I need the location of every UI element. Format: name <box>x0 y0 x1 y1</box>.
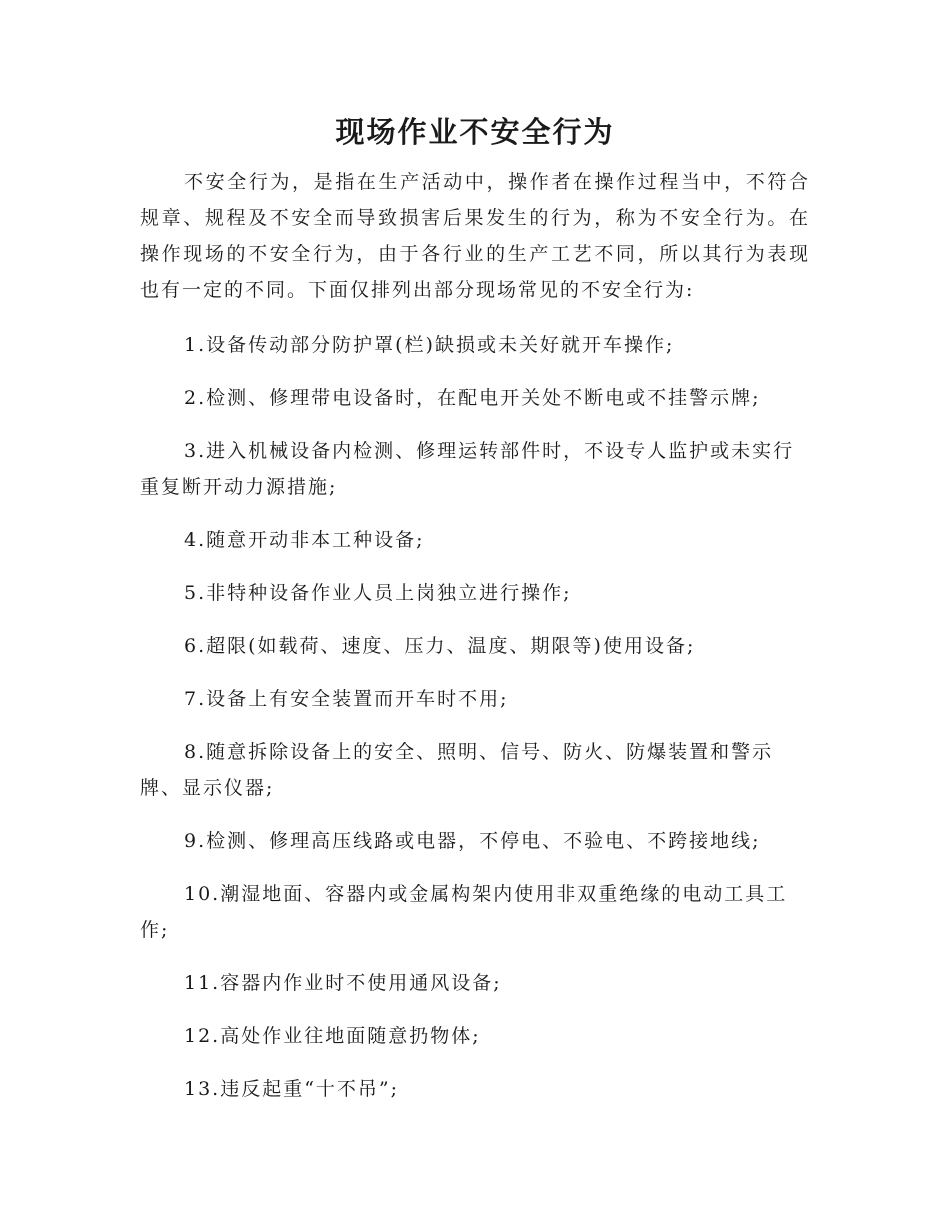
list-item-13: 13.违反起重“十不吊”; <box>184 1078 400 1100</box>
list-item-6: 6.超限(如载荷、速度、压力、温度、期限等)使用设备; <box>184 635 696 657</box>
intro-paragraph: 不安全行为，是指在生产活动中，操作者在操作过程当中，不符合规章、规程及不安全而导致损害后果发生的行为，称为不安全行为。在操作现场的不安全行为，由于各行业的生产工艺不同，所以其行为表现也有一定的不同。下面仅排列出部分现场常见的不安全行为: <box>140 171 810 301</box>
list-item-9: 9.检测、修理高压线路或电器，不停电、不验电、不跨接地线; <box>184 830 761 852</box>
list-item-10: 10.潮湿地面、容器内或金属构架内使用非双重绝缘的电动工具工作; <box>140 883 788 941</box>
list-item-4: 4.随意开动非本工种设备; <box>184 529 425 551</box>
list-item-7: 7.设备上有安全装置而开车时不用; <box>184 688 509 710</box>
list-item-5: 5.非特种设备作业人员上岗独立进行操作; <box>184 582 572 604</box>
list-item-1: 1.设备传动部分防护罩(栏)缺损或未关好就开车操作; <box>184 334 675 356</box>
list-item-8: 8.随意拆除设备上的安全、照明、信号、防火、防爆装置和警示牌、显示仪器; <box>140 741 774 799</box>
list-item-2: 2.检测、修理带电设备时，在配电开关处不断电或不挂警示牌; <box>184 387 761 409</box>
list-item-12: 12.高处作业往地面随意扔物体; <box>184 1025 481 1047</box>
list-item-3: 3.进入机械设备内检测、修理运转部件时，不设专人监护或未实行重复断开动力源措施; <box>140 440 795 498</box>
document-title: 现场作业不安全行为 <box>335 115 615 149</box>
list-item-11: 11.容器内作业时不使用通风设备; <box>184 972 502 994</box>
